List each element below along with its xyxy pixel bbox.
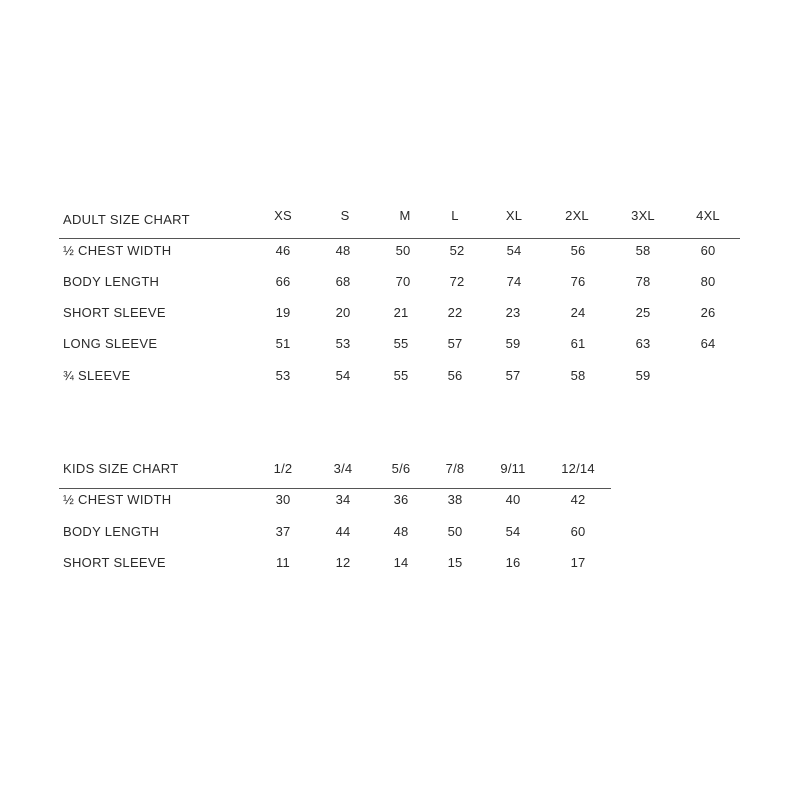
table-cell: 58 (635, 243, 651, 258)
table-cell: 64 (700, 336, 716, 351)
table-cell: 24 (570, 305, 586, 320)
table-cell: 74 (506, 274, 522, 289)
row-label: ½ CHEST WIDTH (63, 492, 172, 507)
table-cell: 17 (570, 555, 586, 570)
table-cell: 36 (393, 492, 409, 507)
table-cell: 44 (335, 524, 351, 539)
table-cell: 72 (449, 274, 465, 289)
table-cell: 14 (393, 555, 409, 570)
table-cell: 66 (275, 274, 291, 289)
kids-size-header: 12/14 (561, 461, 595, 476)
table-cell: 11 (276, 555, 290, 570)
table-cell: 30 (275, 492, 291, 507)
table-cell: 34 (335, 492, 351, 507)
adult-size-header: 3XL (631, 208, 655, 223)
table-cell: 52 (449, 243, 465, 258)
table-cell: 16 (505, 555, 521, 570)
table-cell: 46 (275, 243, 291, 258)
table-cell: 56 (570, 243, 586, 258)
table-cell: 54 (335, 368, 351, 383)
row-label: ¾ SLEEVE (63, 368, 131, 383)
table-cell: 37 (275, 524, 291, 539)
table-cell: 58 (570, 368, 586, 383)
adult-size-header: S (340, 208, 350, 223)
row-label: BODY LENGTH (63, 524, 160, 539)
kids-size-header: 3/4 (333, 461, 353, 476)
kids-size-header: 7/8 (445, 461, 465, 476)
table-cell: 19 (275, 305, 291, 320)
row-label: SHORT SLEEVE (63, 555, 166, 570)
table-cell: 60 (570, 524, 586, 539)
table-cell: 51 (275, 336, 291, 351)
kids-size-header: 9/11 (500, 461, 526, 476)
table-cell: 70 (395, 274, 411, 289)
kids-chart-title: KIDS SIZE CHART (63, 461, 179, 476)
adult-size-header: XS (274, 208, 292, 223)
table-cell: 15 (447, 555, 463, 570)
table-cell: 55 (393, 368, 409, 383)
row-label: LONG SLEEVE (63, 336, 158, 351)
table-cell: 23 (505, 305, 521, 320)
adult-size-header: L (451, 208, 459, 223)
table-cell: 48 (393, 524, 409, 539)
table-cell: 68 (335, 274, 351, 289)
table-cell: 59 (635, 368, 651, 383)
table-cell: 53 (275, 368, 291, 383)
table-cell: 80 (700, 274, 716, 289)
row-label: SHORT SLEEVE (63, 305, 166, 320)
table-cell: 54 (505, 524, 521, 539)
row-label: BODY LENGTH (63, 274, 160, 289)
table-cell: 55 (393, 336, 409, 351)
table-cell: 57 (505, 368, 521, 383)
table-cell: 60 (700, 243, 716, 258)
row-label: ½ CHEST WIDTH (63, 243, 172, 258)
table-cell: 63 (635, 336, 651, 351)
table-cell: 61 (570, 336, 586, 351)
table-cell: 50 (447, 524, 463, 539)
table-cell: 12 (335, 555, 351, 570)
kids-size-header: 1/2 (273, 461, 293, 476)
table-cell: 59 (505, 336, 521, 351)
table-cell: 78 (635, 274, 651, 289)
table-cell: 57 (447, 336, 463, 351)
table-cell: 40 (505, 492, 521, 507)
table-cell: 76 (570, 274, 586, 289)
table-cell: 20 (335, 305, 351, 320)
adult-size-header: M (399, 208, 411, 223)
adult-size-header: 4XL (696, 208, 720, 223)
table-cell: 50 (395, 243, 411, 258)
adult-chart-title: ADULT SIZE CHART (63, 212, 190, 227)
adult-size-header: XL (505, 208, 523, 223)
table-cell: 22 (447, 305, 463, 320)
adult-size-header: 2XL (565, 208, 589, 223)
table-cell: 21 (393, 305, 409, 320)
table-cell: 42 (570, 492, 586, 507)
adult-header-rule (59, 238, 740, 239)
table-cell: 53 (335, 336, 351, 351)
table-cell: 25 (635, 305, 651, 320)
table-cell: 26 (700, 305, 716, 320)
table-cell: 38 (447, 492, 463, 507)
kids-size-header: 5/6 (391, 461, 411, 476)
kids-header-rule (59, 488, 611, 489)
table-cell: 56 (447, 368, 463, 383)
table-cell: 54 (506, 243, 522, 258)
table-cell: 48 (335, 243, 351, 258)
